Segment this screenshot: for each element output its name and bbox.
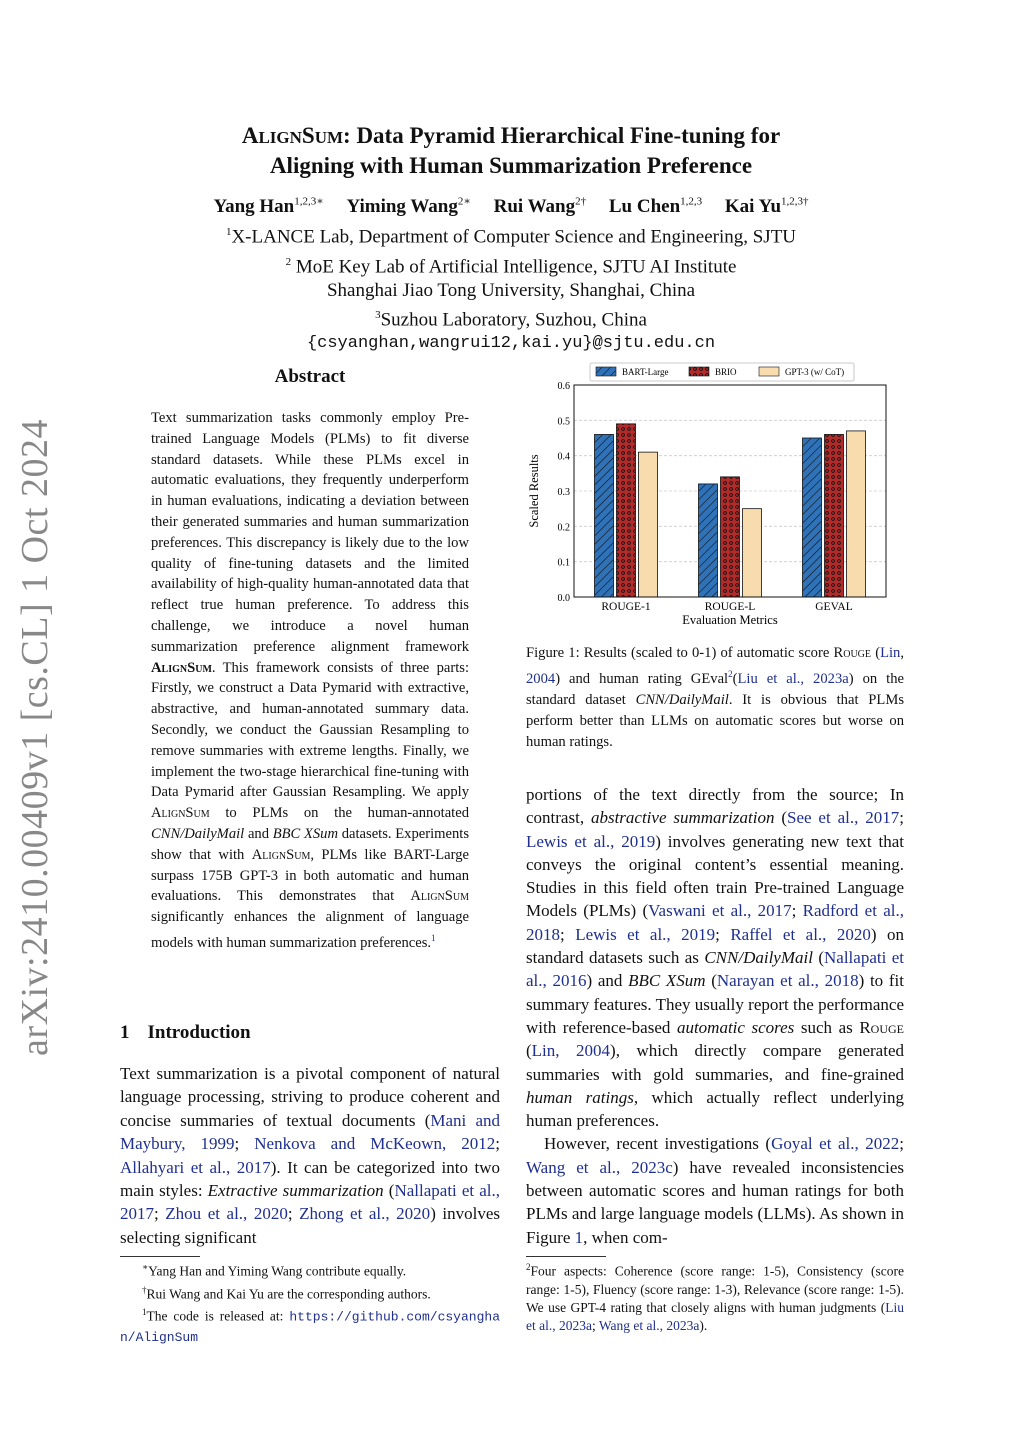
author: Lu Chen$^{1,2,3}$	[608, 196, 703, 218]
affiliation: $^1$X-LANCE Lab, Department of Computer Science and Engineering, SJTU	[225, 226, 797, 248]
legend-label: BART-Large	[622, 367, 669, 377]
author: Rui Wang$^{2\dagger}$	[493, 196, 587, 218]
figure-caption: Figure 1: Results (scaled to 0-1) of automatic score Rouge (Lin, 2004) and human rating GEval$^2$(Liu et al., 2023a) on the standard dataset CNN/DailyMail. It is obvious that PLMs perform better than LLMs on automatic scores but worse on human ratings.	[526, 645, 904, 750]
bar-gpt-3-w-cot--rouge-l	[743, 509, 762, 597]
citation-link[interactable]: 2004	[526, 670, 556, 687]
citation-link[interactable]: Narayan et al., 2018	[716, 971, 859, 991]
footnote: $^1$The code is released at: https://github.com/csyanghan/AlignSum	[120, 1307, 500, 1345]
y-tick-label: 0.6	[557, 381, 570, 392]
citation-link[interactable]: Nallapati et al., 2017	[120, 1181, 500, 1224]
legend-swatch	[689, 367, 709, 376]
title-line-2: Aligning with Human Summarization Preference	[269, 153, 753, 178]
legend-label: GPT-3 (w/ CoT)	[785, 367, 845, 377]
paper-title	[120, 122, 902, 180]
citation-link[interactable]: See et al., 2017	[787, 808, 900, 828]
x-tick-label: ROUGE-L	[704, 601, 756, 613]
abstract-body: Text summarization tasks commonly employ Pre-trained Language Models (PLMs) to fit diverse standard datasets. While these PLMs excel in automatic evaluations, they frequently underperform in human evaluations, indicating a deviation between their generated summaries and human summarization preferences. This discrepancy is likely due to the low quality of fine-tuning datasets and the limited availability of high-quality human-annotated data that reflect true human preference. To address this challenge, we introduce a novel human summarization preference alignment framework AlignSum. This framework consists of three parts: Firstly, we construct a Data Pymarid with extractive, abstractive, and human-annotated summary data. Secondly, we conduct the Gaussian Resampling to remove summaries with extreme lengths. Finally, we implement the two-stage hierarchical fine-tuning with Data Pymarid after Gaussian Resampling. We apply AlignSum to PLMs on the human-annotated CNN/DailyMail and BBC XSum datasets. Experiments show that with AlignSum, PLMs like BART-Large surpass 175B GPT-3 in both automatic and human evaluations. This demonstrates that AlignSum significantly enhances the alignment of language models with human summarization preferences.$^1$	[151, 410, 469, 951]
y-axis-label: Scaled Results	[527, 454, 541, 528]
author-emails: {csyanghan,wangrui12,kai.yu}@sjtu.edu.cn	[306, 334, 716, 354]
footnote: ∗Yang Han and Yiming Wang contribute equally.	[142, 1262, 407, 1279]
x-axis-label: Evaluation Metrics	[682, 613, 778, 627]
y-tick-label: 0.4	[557, 451, 570, 463]
citation-link[interactable]: Lin, 2004	[531, 1041, 611, 1061]
citation-link[interactable]: Lewis et al., 2019	[575, 924, 716, 944]
affiliation: Shanghai Jiao Tong University, Shanghai, China	[326, 279, 696, 301]
x-axis-ticks	[601, 601, 852, 613]
footnote-divider	[526, 1256, 606, 1257]
bar-bart-large-rouge-l	[699, 484, 718, 597]
bar-gpt-3-w-cot--geval	[847, 431, 866, 597]
paragraph: However, recent investigations (Goyal et al., 2022; Wang et al., 2023c) have revealed inconsistencies between automatic scores and human ratings for both PLMs and large language models (LLMs). As shown in Figure 1, when com-	[526, 1134, 904, 1247]
introduction-body: Text summarization is a pivotal component of natural language processing, striving to produce coherent and concise summaries of textual documents (Mani and Maybury, 1999; Nenkova and McKeown, 2012; Allahyari et al., 2017). It can be categorized into two main styles: Extractive summarization (Nallapati et al., 2017; Zhou et al., 2020; Zhong et al., 2020) involves selecting significant	[120, 1064, 501, 1247]
citation-link[interactable]: Radford et al., 2018	[526, 901, 904, 944]
author-block	[120, 190, 902, 356]
footnote-link[interactable]: 2	[728, 669, 733, 679]
legend-swatch	[596, 367, 616, 376]
citation-link[interactable]: Lewis et al., 2019	[526, 831, 656, 851]
y-tick-label: 0.2	[557, 522, 570, 534]
citation-link[interactable]: Zhong et al., 2020	[299, 1204, 431, 1224]
author-list	[120, 190, 902, 219]
footnotes-left	[120, 1258, 500, 1347]
y-tick-label: 0.1	[557, 557, 570, 569]
title-line-1: ALIGNSUM: Data Pyramid Hierarchical Fine-tuning for	[241, 123, 781, 148]
paragraph: portions of the text directly from the source; In contrast, abstractive summarization (See et al., 2017; Lewis et al., 2019) involves generating new text that conveys the original content’s essential meaning. Studies in this field often train Pre-trained Language Models (PLMs) (Vaswani et al., 2017; Radford et al., 2018; Lewis et al., 2019; Raffel et al., 2020) on standard datasets such as CNN/DailyMail (Nallapati et al., 2016) and BBC XSum (Narayan et al., 2018) to fit summary features. They usually report the performance with reference-based automatic scores such as Rouge (Lin, 2004), which directly compare generated summaries with gold summaries, and fine-grained human ratings, which actually reflect underlying human preferences.	[526, 785, 904, 1131]
bar-brio-geval	[825, 434, 844, 597]
affiliation: $^3$Suzhou Laboratory, Suzhou, China	[375, 308, 647, 331]
citation-link[interactable]: Vaswani et al., 2017	[648, 901, 792, 921]
code-url-link[interactable]: https://github.com/csyanghan/AlignSum	[120, 1309, 500, 1345]
legend-label: BRIO	[715, 367, 737, 377]
footnote-link[interactable]: 1	[431, 932, 436, 943]
citation-link[interactable]: Zhou et al., 2020	[165, 1204, 288, 1224]
bar-brio-rouge-l	[721, 477, 740, 597]
results-bar-chart	[524, 360, 904, 630]
y-tick-label: 0.5	[557, 416, 570, 428]
bar-gpt-3-w-cot--rouge-1	[639, 452, 658, 597]
abstract-heading: Abstract	[274, 366, 346, 387]
citation-link[interactable]: Raffel et al., 2020	[730, 924, 871, 944]
affiliation: $^2$ MoE Key Lab of Artificial Intelligence, SJTU AI Institute	[285, 255, 737, 277]
chart-bars	[595, 424, 866, 597]
bar-brio-rouge-1	[617, 424, 636, 597]
footnote-divider	[120, 1256, 200, 1257]
citation-link[interactable]: Goyal et al., 2022	[771, 1134, 900, 1154]
y-axis-ticks	[558, 381, 571, 604]
citation-link[interactable]: Wang et al., 2023c	[526, 1157, 673, 1177]
citation-link[interactable]: Allahyari et al., 2017	[120, 1157, 271, 1177]
citation-link[interactable]: Nenkova and McKeown, 2012	[254, 1134, 496, 1154]
citation-link[interactable]: Liu et al., 2023a	[737, 670, 849, 687]
x-tick-label: ROUGE-1	[601, 601, 651, 613]
section-heading-introduction: 1 Introduction	[120, 1022, 251, 1043]
arxiv-identifier: arXiv:2410.00409v1 [cs.CL] 1 Oct 2024	[14, 419, 56, 1056]
chart-legend	[590, 363, 854, 381]
bar-bart-large-rouge-1	[595, 434, 614, 597]
citation-link[interactable]: Nallapati et al., 2016	[526, 948, 904, 991]
citation-link[interactable]: Lin	[880, 645, 901, 661]
figure-link[interactable]: 1	[574, 1227, 584, 1247]
author: Yang Han$^{1,2,3∗}$	[213, 196, 324, 218]
author: Yiming Wang$^{2∗}$	[346, 196, 471, 218]
legend-swatch	[759, 367, 779, 376]
footnote-right: $^2$Four aspects: Coherence (score range: 1-5), Consistency (score range: 1-5), Fluency (score range: 1-3), Relevance (score range: 1-5). We use GPT-4 rating that closely aligns with human judgments (Liu et al., 2023a; Wang et al., 2023a).	[526, 1262, 904, 1333]
footnote: †Rui Wang and Kai Yu are the corresponding authors.	[142, 1284, 431, 1301]
citation-link[interactable]: Mani and Maybury, 1999	[120, 1110, 500, 1154]
citation-link[interactable]: Wang et al., 2023a	[598, 1317, 700, 1333]
x-tick-label: GEVAL	[815, 601, 853, 613]
citation-link[interactable]: Liu et al., 2023a	[526, 1299, 904, 1333]
bar-bart-large-geval	[803, 438, 822, 597]
y-tick-label: 0.3	[557, 487, 570, 498]
y-tick-label: 0.0	[557, 593, 570, 604]
method-name: AlignSum	[151, 659, 212, 676]
author: Kai $Yu^{1,2,3\dagger}$	[724, 196, 809, 218]
right-column-body	[526, 783, 904, 1249]
